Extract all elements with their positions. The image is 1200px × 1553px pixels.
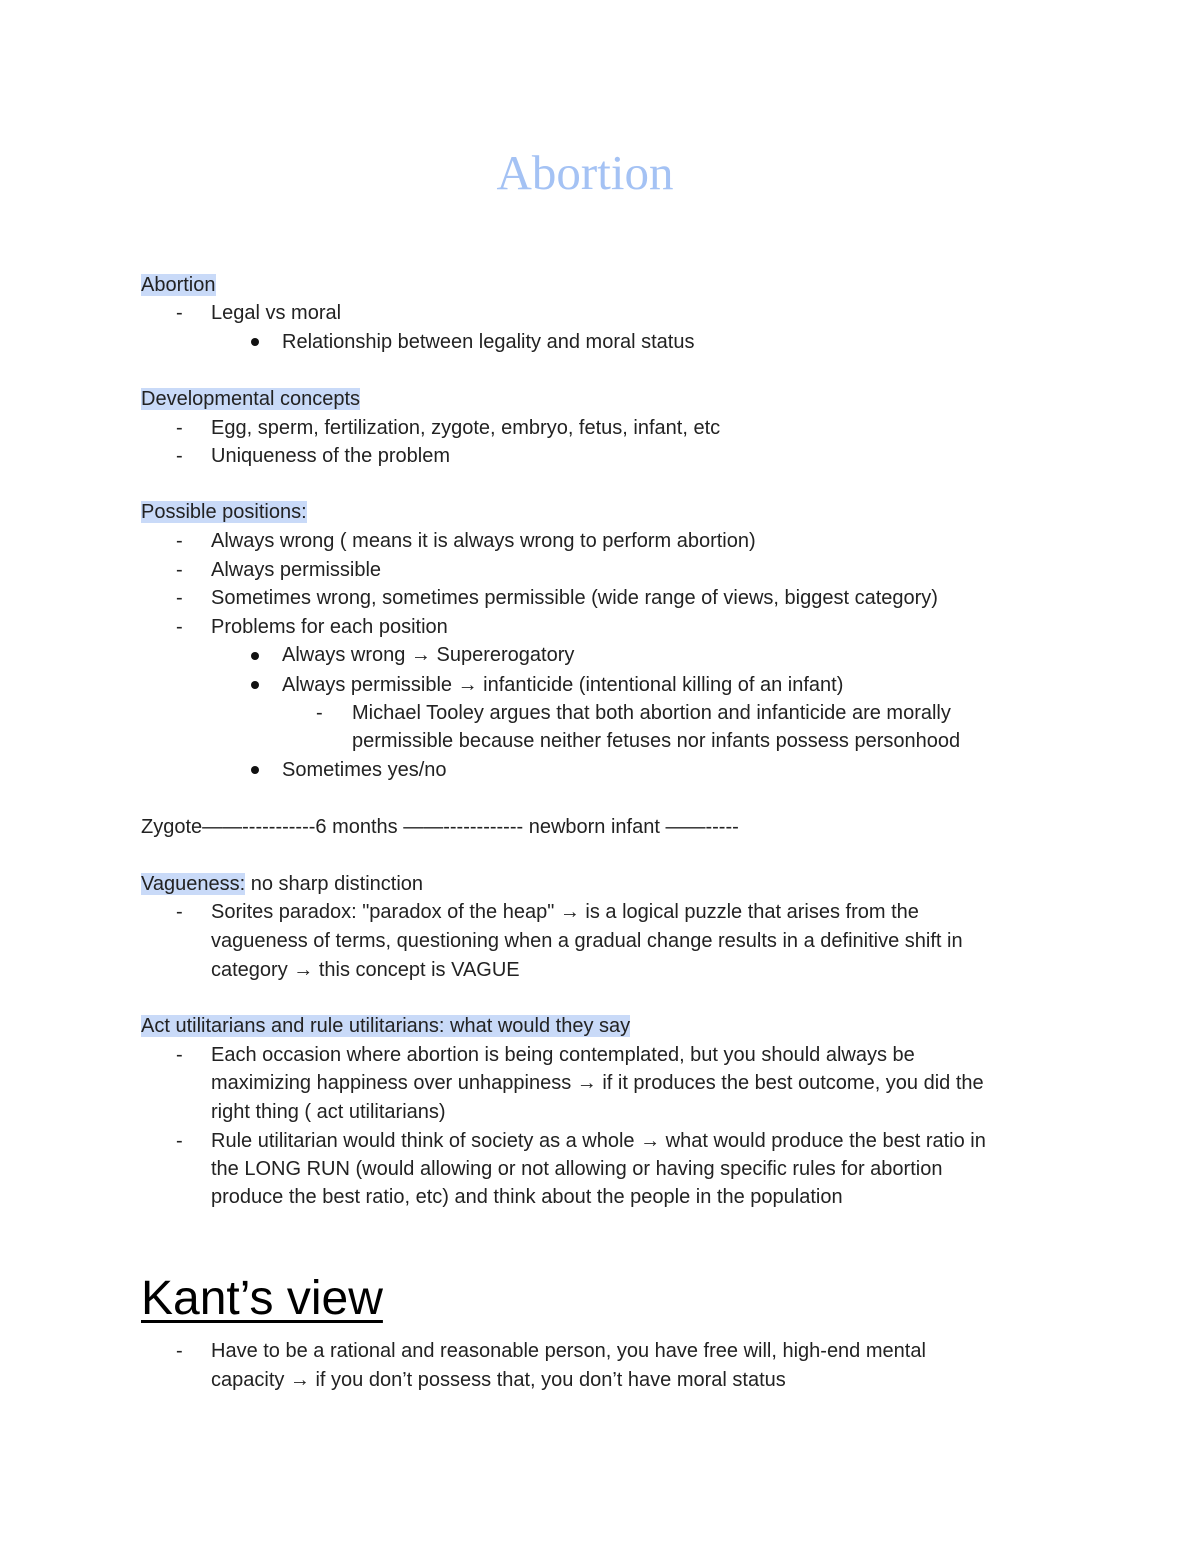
dash-marker: - <box>176 530 183 552</box>
list-item: Each occasion where abortion is being contemplated, but you should always be <box>211 1044 915 1066</box>
list-item: Michael Tooley argues that both abortion and infanticide are morally <box>352 702 951 724</box>
section-heading-developmental <box>141 385 360 413</box>
list-item: Always wrong ( means it is always wrong to perform abortion) <box>211 530 756 552</box>
list-item: Sorites paradox: "paradox of the heap" → is a logical puzzle that arises from the <box>211 901 919 923</box>
dash-marker: - <box>176 1340 183 1362</box>
heading-rest: no sharp distinction <box>245 873 424 895</box>
section-heading-abortion <box>141 271 216 299</box>
list-item: Egg, sperm, fertilization, zygote, embryo, fetus, infant, etc <box>211 417 721 439</box>
section-heading-positions <box>141 498 307 526</box>
list-item-continued: produce the best ratio, etc) and think about the people in the population <box>211 1186 843 1208</box>
section-heading-vagueness <box>141 870 423 898</box>
heading-highlight: Act utilitarians and rule utilitarians: what would they say <box>141 1015 631 1037</box>
dash-marker: - <box>176 302 183 324</box>
kant-heading: Kant’s view <box>141 1272 383 1325</box>
list-item: Always permissible → infanticide (intentional killing of an infant) <box>282 674 844 696</box>
list-item: Always permissible <box>211 559 382 581</box>
bullet-icon <box>251 652 259 660</box>
list-item: Sometimes wrong, sometimes permissible (wide range of views, biggest category) <box>211 587 938 609</box>
bullet-icon <box>251 766 259 774</box>
list-item: Sometimes yes/no <box>282 759 447 781</box>
heading-highlight: Abortion <box>141 274 216 296</box>
list-item-continued: the LONG RUN (would allowing or not allowing or having specific rules for abortion <box>211 1158 943 1180</box>
dash-marker: - <box>176 1044 183 1066</box>
list-item-continued: maximizing happiness over unhappiness → if it produces the best outcome, you did the <box>211 1072 984 1094</box>
bullet-icon <box>251 681 259 689</box>
timeline-text: Zygote——-----------6 months ——------------ newborn infant ——----- <box>141 816 739 838</box>
list-item-continued: capacity → if you don’t possess that, you don’t have moral status <box>211 1369 786 1391</box>
dash-marker: - <box>176 559 183 581</box>
list-item-continued: permissible because neither fetuses nor infants possess personhood <box>352 730 961 752</box>
dash-marker: - <box>176 587 183 609</box>
document-title: Abortion <box>496 145 674 200</box>
dash-marker: - <box>176 1130 183 1152</box>
list-item: Legal vs moral <box>211 302 342 324</box>
list-item: Rule utilitarian would think of society as a whole → what would produce the best ratio in <box>211 1130 986 1152</box>
list-item: Relationship between legality and moral status <box>282 331 695 353</box>
list-item: Always wrong → Supererogatory <box>282 644 575 666</box>
list-item-continued: right thing ( act utilitarians) <box>211 1101 446 1123</box>
heading-highlight: Vagueness: <box>141 873 246 895</box>
section-heading-utilitarians <box>141 1012 630 1040</box>
heading-highlight: Developmental concepts <box>141 388 361 410</box>
list-item-continued: category → this concept is VAGUE <box>211 959 520 981</box>
list-item: Have to be a rational and reasonable person, you have free will, high-end mental <box>211 1340 926 1362</box>
dash-marker: - <box>176 616 183 638</box>
heading-highlight: Possible positions: <box>141 501 307 523</box>
dash-marker: - <box>176 901 183 923</box>
list-item-continued: vagueness of terms, questioning when a gradual change results in a definitive shift in <box>211 930 963 952</box>
bullet-icon <box>251 338 259 346</box>
dash-marker: - <box>316 702 323 724</box>
dash-marker: - <box>176 417 183 439</box>
list-item: Problems for each position <box>211 616 448 638</box>
dash-marker: - <box>176 445 183 467</box>
list-item: Uniqueness of the problem <box>211 445 451 467</box>
